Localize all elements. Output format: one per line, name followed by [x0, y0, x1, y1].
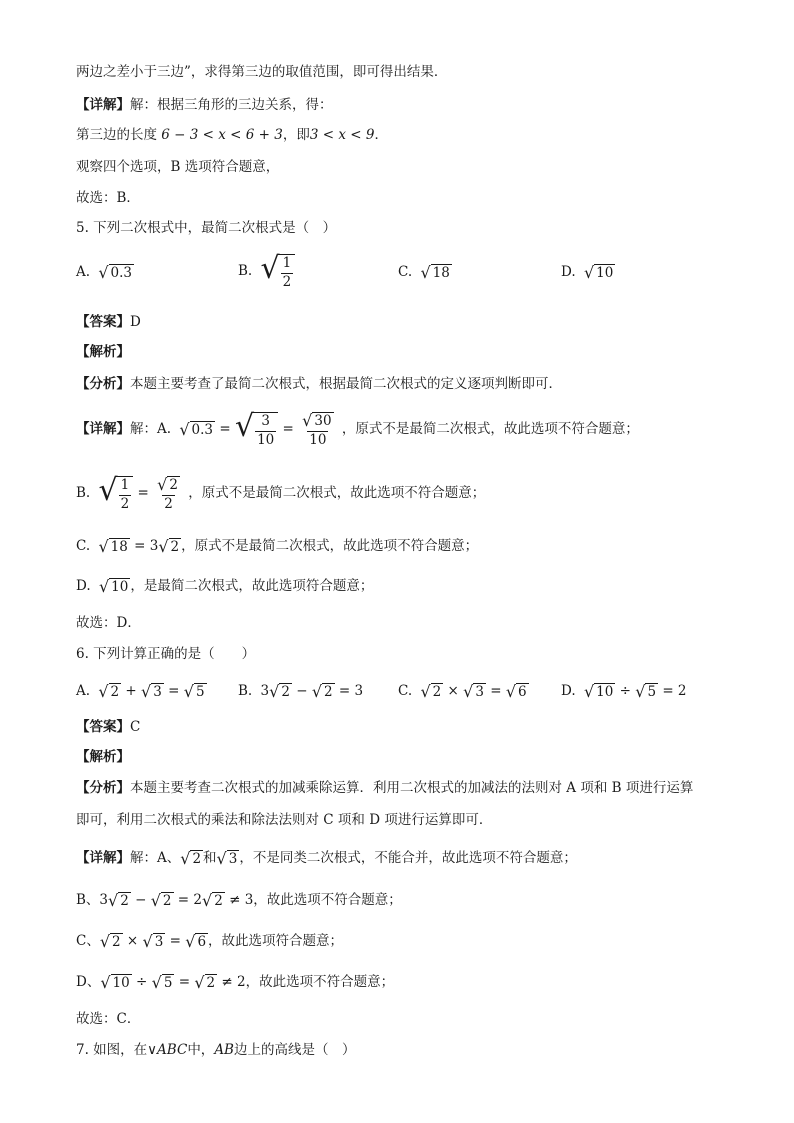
- radical: √ 0.3: [98, 262, 133, 282]
- q6-option-a: A. √ 2 + √ 3 = √ 5: [76, 681, 205, 701]
- text-line: 【详解】解：根据三角形的三边关系，得：: [76, 97, 333, 113]
- q5-option-c: C. √ 18: [398, 262, 450, 282]
- radical: √ 18: [420, 262, 450, 282]
- question-6: 6. 下列计算正确的是（ ）: [76, 646, 256, 662]
- text-line: 故选：B．: [76, 190, 140, 206]
- question-7: 7. 如图，在∨ABC中，AB边上的高线是（ ）: [76, 1042, 356, 1058]
- detail-line: C. √ 18 = 3 √ 2 ，原式不是最简二次根式，故此选项不符合题意；: [76, 536, 479, 556]
- detail-line: C、 √ 2 × √ 3 = √ 6 ，故此选项符合题意；: [76, 931, 344, 951]
- text-line: 故选：D．: [76, 615, 141, 631]
- detail-line: D. √ 10 ，是最简二次根式，故此选项符合题意；: [76, 576, 374, 596]
- text-line: 即可，利用二次根式的乘法和除法法则对 C 项和 D 项进行运算即可．: [76, 812, 493, 828]
- answer-line: 【答案】C: [76, 719, 141, 735]
- q5-option-d: D. √ 10: [561, 262, 614, 282]
- text-line: 【分析】本题主要考查了最简二次根式，根据最简二次根式的定义逐项判断即可．: [76, 376, 562, 392]
- question-5: 5. 下列二次根式中，最简二次根式是（ ）: [76, 220, 337, 236]
- text-line: 【分析】本题主要考查二次根式的加减乘除运算．利用二次根式的加减法的法则对 A 项和 B 项进行运算: [76, 780, 694, 796]
- detail-line: B. √ $\frac{1}{2}$ = √ 2 2 ，原式不是最简二次根式，故此选项不符合题意；: [76, 473, 486, 512]
- detail-line: D、 √ 10 ÷ √ 5 = √ 2 ≠ 2，故此选项不符合题意；: [76, 972, 395, 992]
- text-line: 第三边的长度 6 − 3 < x < 6 + 3，即3 < x < 9．: [76, 127, 388, 143]
- detail-line: B、3 √ 2 − √ 2 = 2 √ 2 ≠ 3，故此选项不符合题意；: [76, 890, 402, 910]
- radical: √ $\frac{1}{2}$: [261, 254, 296, 289]
- answer-line: 【答案】D: [76, 314, 141, 330]
- q5-option-b: B. √ $\frac{1}{2}$: [238, 254, 295, 289]
- q6-option-b: B. 3 √ 2 − √ 2 = 3: [238, 681, 364, 701]
- analysis-tag: 【解析】: [76, 344, 130, 360]
- section-tag: 【详解】: [76, 97, 130, 113]
- q6-option-d: D. √ 10 ÷ √ 5 = 2: [561, 681, 687, 701]
- q6-option-c: C. √ 2 × √ 3 = √ 6: [398, 681, 527, 701]
- text-line: 观察四个选项，B 选项符合题意，: [76, 159, 280, 175]
- q5-option-a: A. √ 0.3: [76, 262, 133, 282]
- text-line: 故选：C．: [76, 1011, 141, 1027]
- detail-line: 【详解】解：A. √ 0.3 = √ $\frac{3}{10}$ = √ 30 10 ，原式不是最简二次根式，故此选项不符合题意；: [76, 409, 639, 448]
- radical: √ 10: [583, 262, 614, 282]
- detail-line: 【详解】解：A、 √ 2 和 √ 3 ，不是同类二次根式，不能合并，故此选项不符合题意；: [76, 848, 577, 868]
- analysis-tag: 【解析】: [76, 749, 130, 765]
- text-line: 两边之差小于三边”，求得第三边的取值范围，即可得出结果．: [76, 64, 448, 80]
